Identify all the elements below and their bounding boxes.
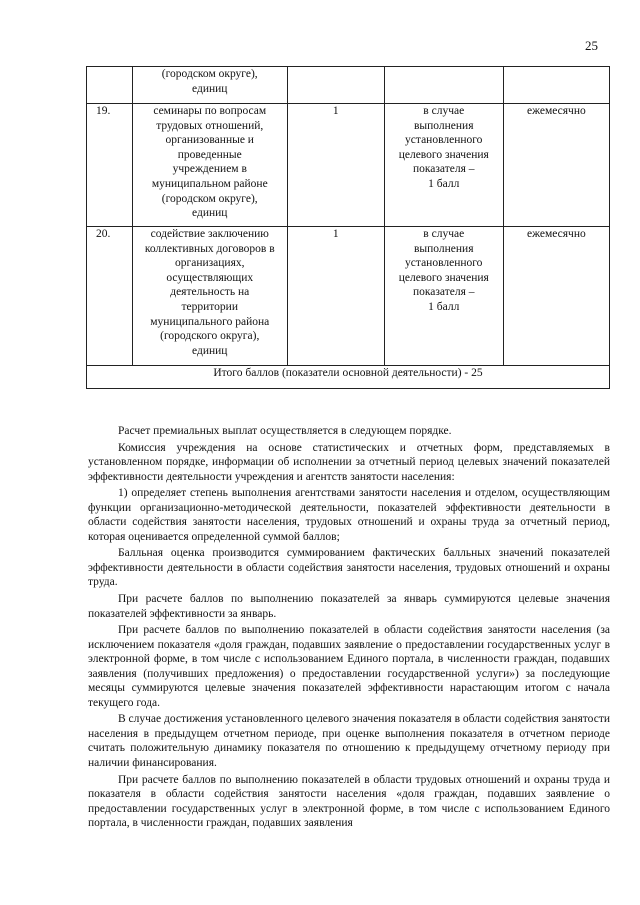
total-cell: Итого баллов (показатели основной деятельности) - 25: [87, 366, 610, 389]
indicator-name-line: семинары по вопросам: [153, 105, 267, 117]
indicator-name-line: муниципального района: [150, 315, 270, 328]
table-row: [87, 104, 610, 227]
paragraph: При расчете баллов по выполнению показателей за январь суммируются целевые значения показателей эффективности за январь.: [88, 593, 610, 620]
score-cell: [287, 67, 384, 104]
row-number-cell: 19.: [87, 104, 133, 227]
condition-line: целевого значения: [398, 271, 489, 284]
indicator-name-cell: [132, 67, 287, 104]
indicator-name-line: муниципальном районе: [151, 177, 268, 190]
indicator-name-line: проведенные: [177, 148, 242, 161]
indicator-name-line: деятельность на: [170, 286, 250, 299]
paragraph: Расчет премиальных выплат осуществляется в следующем порядке.: [118, 425, 452, 437]
indicator-name-line: трудовых отношений,: [156, 119, 264, 132]
condition-line: выполнения: [413, 119, 474, 132]
table-row: [87, 227, 610, 366]
period-cell: ежемесячно: [503, 227, 609, 366]
condition-line: целевого значения: [398, 148, 489, 161]
indicator-name-line: (городском округе),: [161, 192, 258, 205]
indicator-name-line: организациях,: [175, 257, 245, 270]
paragraph: В случае достижения установленного целевого значения показателя в области содействия занятости населения в предыдущем отчетном периоде, при оценке выполнения показателя в отчетном периоде считать положительную динамику показателя по отношению к предыдущему отчетному периоду при наличии финансирования.: [88, 713, 610, 770]
condition-line: выполнения: [413, 242, 474, 255]
paragraph: При расчете баллов по выполнению показателей в области содействия занятости населения (за исключением показателя «доля граждан, подавших заявление о предоставлении государственных услуг в электронной форме, в том числе с использованием Единого портала, в численности граждан, подавших заявления (получивших предложения) о предоставлении государственной услуги») за последующие месяцы суммируются целевые значения показателей эффективности нарастающим итогом с начала текущего года.: [88, 624, 610, 709]
paragraph: При расчете баллов по выполнению показателей в области трудовых отношений и охраны труда и показателя в области содействия занятости населения «доля граждан, подавших заявление о предоставлении государственных услуг в электронной форме, в том числе с использованием Единого портала, в численности граждан, подавших заявления: [88, 773, 610, 830]
score-cell: 1: [287, 104, 384, 227]
row-number-cell: [87, 67, 133, 104]
score-cell: 1: [287, 227, 384, 366]
indicator-name-line: (городском округе),: [161, 68, 258, 80]
condition-line: установленного: [405, 257, 483, 270]
row-number-cell: 20.: [87, 227, 133, 366]
condition-line: 1 балл: [428, 300, 460, 313]
indicator-name-line: территории: [181, 300, 238, 313]
condition-line: установленного: [405, 134, 483, 147]
condition-line: показателя –: [412, 163, 475, 176]
indicator-name-cell: [132, 227, 287, 366]
period-cell: ежемесячно: [503, 104, 609, 227]
period-cell: [503, 67, 609, 104]
paragraph: Комиссия учреждения на основе статистических и отчетных форм, представляемых в установленном порядке, информации об исполнении за отчетный период целевых значений показателей эффективности деятельности учреждения и агентств занятости населения:: [88, 441, 610, 483]
table-row: [87, 67, 610, 104]
condition-cell: [384, 227, 503, 366]
indicator-name-line: осуществляющих: [166, 271, 254, 284]
indicator-name-line: коллективных договоров в: [144, 242, 275, 255]
indicator-name-line: содействие заключению: [150, 228, 269, 240]
paragraph: 1) определяет степень выполнения агентствами занятости населения и отделом, осуществляющим функции организационно-методической деятельности, показателей эффективности деятельности в области содействия занятости населения, трудовых отношений и охраны труда за отчетный период, которая оценивается определенной суммой баллов;: [88, 487, 610, 543]
indicator-name-cell: [132, 104, 287, 227]
condition-line: 1 балл: [428, 177, 460, 190]
indicator-name-line: (городского округа),: [160, 330, 260, 343]
paragraph: Балльная оценка производится суммированием фактических балльных значений показателей эффективности деятельности в области содействия занятости населения, трудовых отношений и охраны труда.: [88, 547, 610, 589]
condition-cell: [384, 104, 503, 227]
indicator-name-line: единиц: [192, 82, 228, 95]
indicator-name-line: учреждением в: [172, 163, 247, 176]
indicator-name-line: организованные и: [165, 134, 254, 147]
indicator-name-line: единиц: [192, 344, 228, 357]
condition-line: показателя –: [412, 286, 475, 299]
page-number: 25: [585, 38, 598, 53]
condition-line: в случае: [423, 228, 465, 240]
condition-line: в случае: [423, 105, 465, 117]
indicator-name-line: единиц: [192, 207, 228, 220]
total-row: [87, 366, 610, 389]
condition-cell: [384, 67, 503, 104]
body-text: [88, 424, 610, 833]
indicators-table: [86, 66, 610, 389]
